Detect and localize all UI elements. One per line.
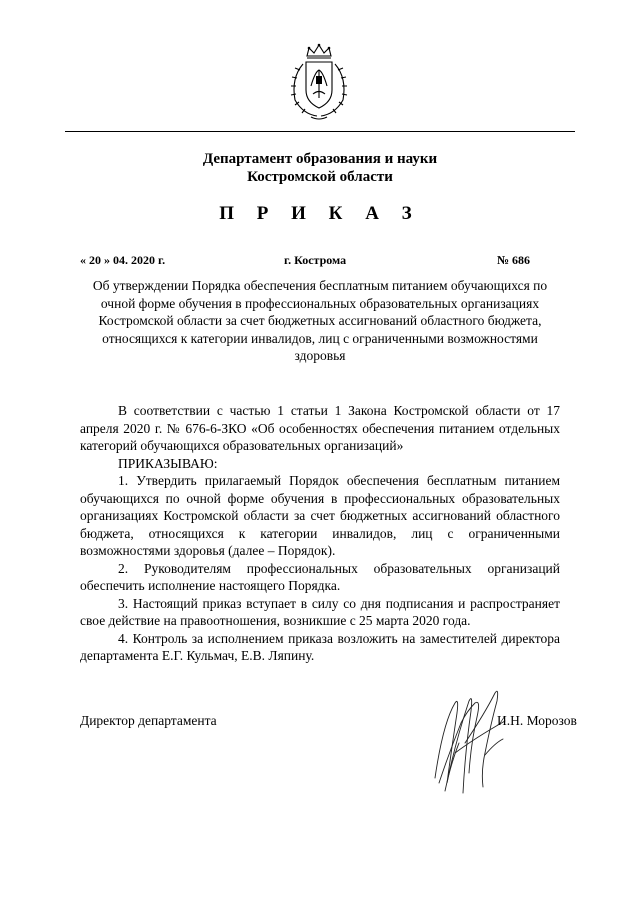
order-item: 3. Настоящий приказ вступает в силу со дня подписания и распространяет свое действие на правоотношения, возникшие с 25 марта 2020 года. <box>80 595 560 628</box>
order-item: 2. Руководителям профессиональных образовательных организаций обеспечить исполнение настоящего Порядка. <box>80 560 560 593</box>
signatory-position: Директор департамента <box>80 713 217 728</box>
intro-paragraph: В соответствии с частью 1 статьи 1 Закона Костромской области от 17 апреля 2020 г. № 676-6-ЗКО «Об особенностях обеспечения питанием отдельных категорий обучающихся образовательных организаций» <box>80 403 560 453</box>
handwritten-signature <box>425 683 517 803</box>
order-subject: Об утверждении Порядка обеспечения бесплатным питанием обучающихся по очной форме обучения в профессиональных образовательных организациях Костромской области за счет бюджетных ассигнований областного бюджета, относящихся к категории инвалидов, лиц с ограниченными возможностями здоровья <box>92 278 548 363</box>
signatory-name: И.Н. Морозов <box>497 713 577 728</box>
department-name <box>0 150 640 186</box>
document-title: П Р И К А З <box>219 203 421 224</box>
order-date: « 20 » 04. 2020 г. <box>80 253 166 267</box>
order-word: ПРИКАЗЫВАЮ: <box>118 455 218 471</box>
department-line-2: Костромской области <box>247 169 393 185</box>
order-body <box>80 402 560 665</box>
department-line-1: Департамент образования и науки <box>202 151 438 167</box>
coat-of-arms-emblem <box>283 42 355 122</box>
header-divider <box>65 131 575 132</box>
order-item: 1. Утвердить прилагаемый Порядок обеспечения бесплатным питанием обучающихся по очной форме обучения в профессиональных образовательных организациях Костромской области за счет бюджетных ассигнований областного бюджета, относящихся к категории инвалидов, лиц с ограниченными возможностями здоровья (далее – Порядок). <box>80 473 560 558</box>
order-number: № 686 <box>497 253 531 267</box>
order-place: г. Кострома <box>284 253 347 267</box>
order-item: 4. Контроль за исполнением приказа возложить на заместителей директора департамента Е.Г. Кульмач, Е.В. Ляпину. <box>80 630 560 663</box>
